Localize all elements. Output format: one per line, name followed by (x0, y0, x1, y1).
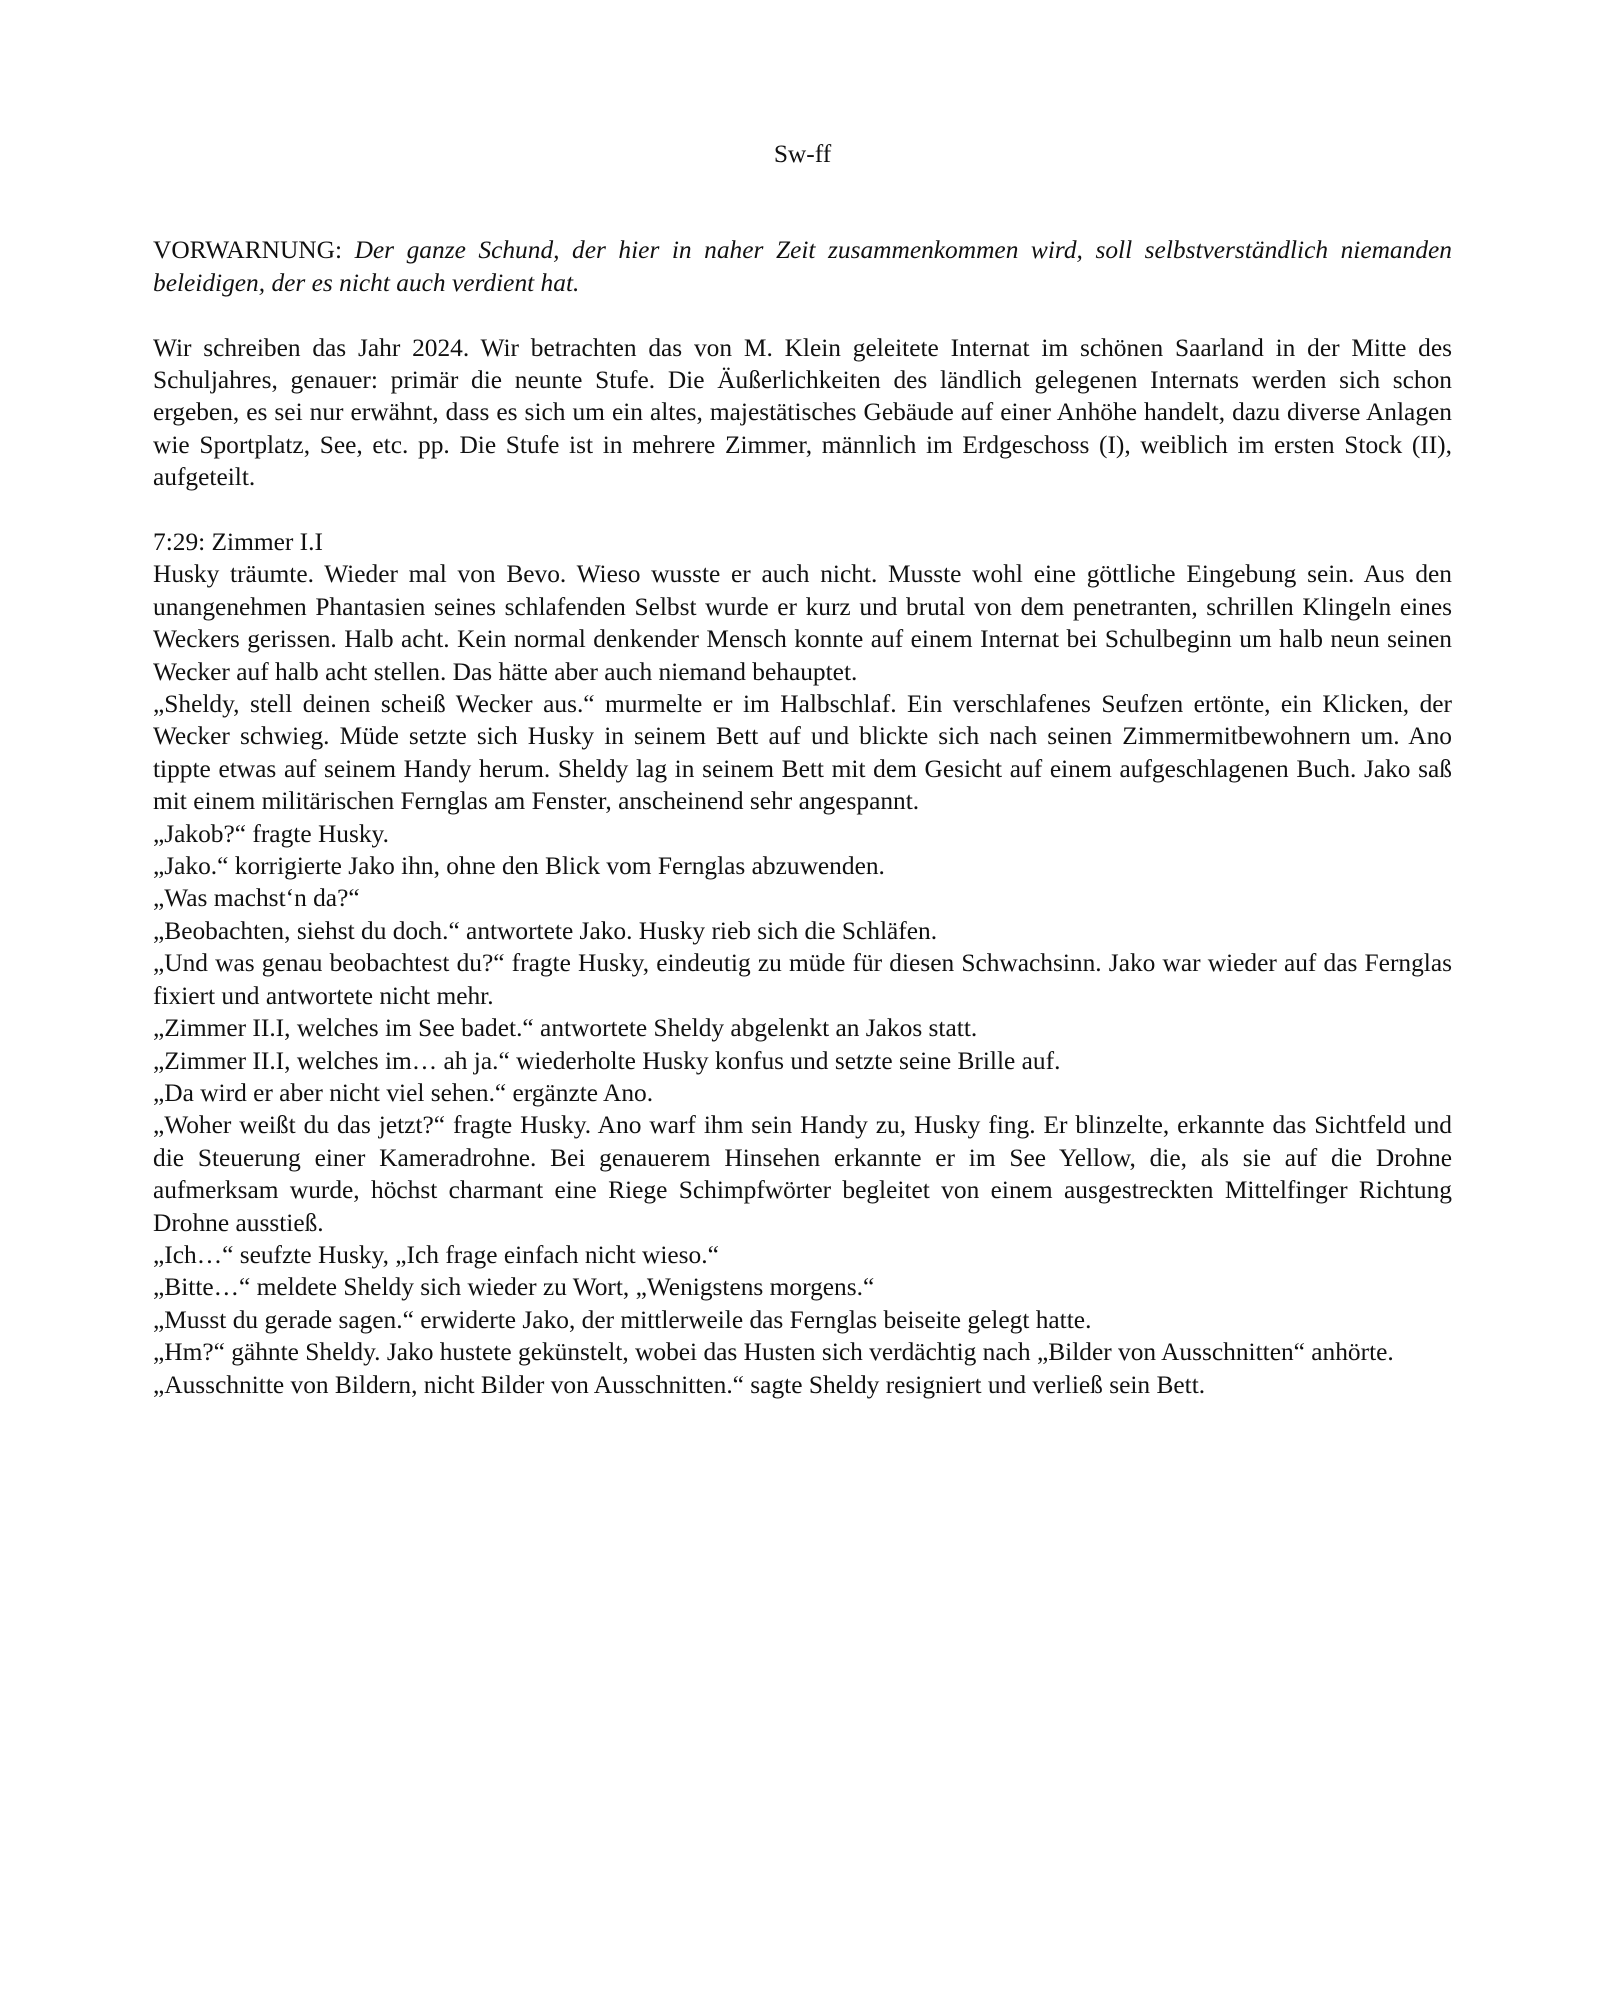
scene-paragraph: „Da wird er aber nicht viel sehen.“ ergänzte Ano. (153, 1078, 654, 1107)
scene-paragraph: „Beobachten, siehst du doch.“ antwortete Jako. Husky rieb sich die Schläfen. (153, 916, 938, 945)
document-title: Sw-ff (773, 140, 832, 168)
warning-paragraph (153, 234, 1452, 299)
scene-paragraph: „Jako.“ korrigierte Jako ihn, ohne den Blick vom Fernglas abzuwenden. (153, 852, 885, 881)
warning-label: VORWARNUNG: (153, 236, 343, 265)
scene-paragraph: „Ausschnitte von Bildern, nicht Bilder von Ausschnitten.“ sagte Sheldy resigniert und verließ sein Bett. (153, 1370, 1206, 1399)
scene-paragraph: „Hm?“ gähnte Sheldy. Jako hustete gekünstelt, wobei das Husten sich verdächtig nach „Bilder von Ausschnitten“ anhörte. (153, 1338, 1394, 1367)
scene-paragraph: „Woher weißt du das jetzt?“ fragte Husky. Ano warf ihm sein Handy zu, Husky fing. Er blinzelte, erkannte das Sichtfeld und die Steuerung einer Kameradrohne. Bei genauerem Hinsehen erkannte er im See Yellow, die, als sie auf die Drohne aufmerksam wurde, höchst charmant eine Riege Schimpfwörter begleitet von einem ausgestreckten Mittelfinger Richtung Drohne ausstieß. (153, 1111, 1452, 1237)
scene-paragraph: „Und was genau beobachtest du?“ fragte Husky, eindeutig zu müde für diesen Schwachsinn. Jako war wieder auf das Fernglas fixiert und antwortete nicht mehr. (153, 949, 1452, 1010)
scene-paragraph: „Sheldy, stell deinen scheiß Wecker aus.“ murmelte er im Halbschlaf. Ein verschlafenes Seufzen ertönte, ein Klicken, der Wecker schwieg. Müde setzte sich Husky in seinem Bett auf und blickte sich nach seinen Zimmermitbewohnern um. Ano tippte etwas auf seinem Handy herum. Sheldy lag in seinem Bett mit dem Gesicht auf einem aufgeschlagenen Buch. Jako saß mit einem militärischen Fernglas am Fenster, anscheinend sehr angespannt. (153, 690, 1452, 816)
document-page (153, 138, 1452, 1401)
warning-text: Der ganze Schund, der hier in naher Zeit zusammenkommen wird, soll selbstverständlich niemanden beleidigen, der es nicht auch verdient hat. (153, 236, 1452, 297)
scene-paragraph: „Bitte…“ meldete Sheldy sich wieder zu Wort, „Wenigstens morgens.“ (153, 1273, 875, 1302)
paragraph-gap (153, 299, 1452, 331)
scene-paragraph: Husky träumte. Wieder mal von Bevo. Wieso wusste er auch nicht. Musste wohl eine göttliche Eingebung sein. Aus den unangenehmen Phantasien seines schlafenden Selbst wurde er kurz und brutal von dem penetranten, schrillen Klingeln eines Weckers gerissen. Halb acht. Kein normal denkender Mensch konnte auf einem Internat bei Schulbeginn um halb neun seinen Wecker auf halb acht stellen. Das hätte aber auch niemand behauptet. (153, 560, 1452, 686)
scene-paragraph: „Was machst‘n da?“ (153, 884, 360, 913)
scene-paragraph: „Zimmer II.I, welches im… ah ja.“ wiederholte Husky konfus und setzte seine Brille auf. (153, 1046, 1061, 1075)
scene-paragraph: „Zimmer II.I, welches im See badet.“ antwortete Sheldy abgelenkt an Jakos statt. (153, 1014, 978, 1043)
intro-paragraph: Wir schreiben das Jahr 2024. Wir betrachten das von M. Klein geleitete Internat im schönen Saarland in der Mitte des Schuljahres, genauer: primär die neunte Stufe. Die Äußerlichkeiten des ländlich gelegenen Internats werden sich schon ergeben, es sei nur erwähnt, dass es sich um ein altes, majestätisches Gebäude auf einer Anhöhe handelt, dazu diverse Anlagen wie Sportplatz, See, etc. pp. Die Stufe ist in mehrere Zimmer, männlich im Erdgeschoss (I), weiblich im ersten Stock (II), aufgeteilt. (153, 333, 1452, 492)
paragraph-gap (153, 494, 1452, 526)
scene-heading: 7:29: Zimmer I.I (153, 528, 323, 557)
spacer (153, 170, 1452, 234)
scene-paragraph: „Ich…“ seufzte Husky, „Ich frage einfach nicht wieso.“ (153, 1240, 719, 1269)
scene-paragraph: „Musst du gerade sagen.“ erwiderte Jako, der mittlerweile das Fernglas beiseite gelegt hatte. (153, 1305, 1092, 1334)
scene-paragraph: „Jakob?“ fragte Husky. (153, 819, 389, 848)
